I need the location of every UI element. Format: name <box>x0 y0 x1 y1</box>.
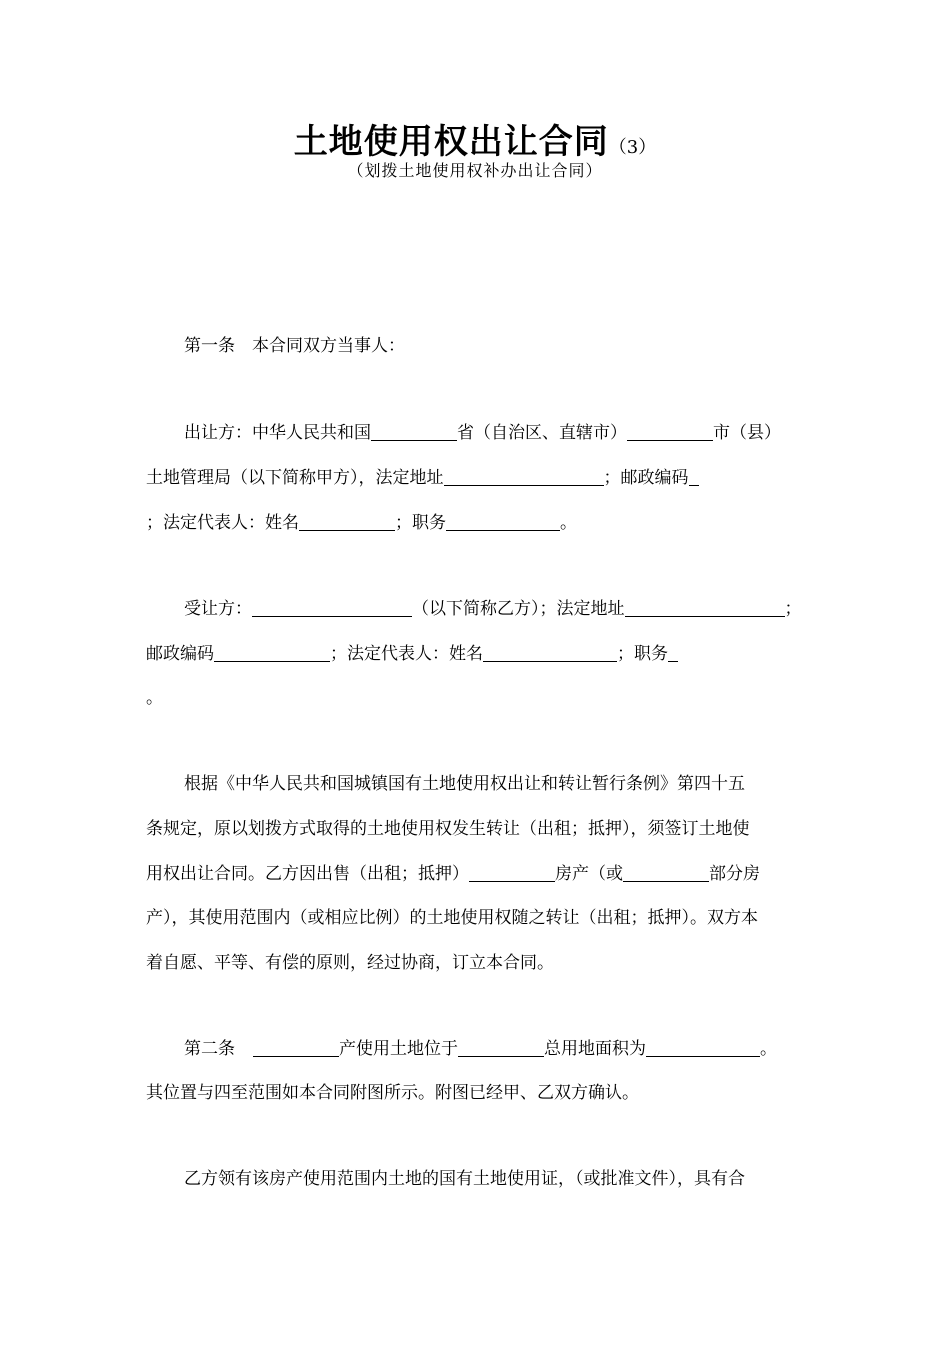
party-a-line-1: 出让方：中华人民共和国 省（自治区、直辖市） 市（县） <box>184 423 781 443</box>
area-blank <box>646 1038 760 1057</box>
property-blank <box>469 863 555 882</box>
rep-name-blank <box>299 512 395 531</box>
party-b-line-3: 。 <box>146 688 163 708</box>
address-blank <box>444 467 604 486</box>
b-position-blank <box>668 643 678 662</box>
last-para-line-1: 乙方领有该房产使用范围内土地的国有土地使用证，（或批准文件），具有合 <box>184 1169 745 1189</box>
location-blank <box>458 1038 544 1057</box>
basis-line-1: 根据《中华人民共和国城镇国有土地使用权出让和转让暂行条例》第四十五 <box>184 774 745 794</box>
province-blank <box>371 422 457 441</box>
postcode-blank <box>689 467 699 486</box>
party-a-line-2: 土地管理局（以下简称甲方），法定地址 ；邮政编码 <box>146 466 699 490</box>
city-blank <box>627 422 713 441</box>
article1-heading: 第一条 本合同双方当事人： <box>184 336 405 356</box>
basis-line-3: 用权出让合同。乙方因出售（出租；抵押） 房产（或 部分房 <box>146 864 760 884</box>
b-postcode-blank <box>214 643 330 662</box>
basis-line-2: 条规定，原以划拨方式取得的土地使用权发生转让（出租；抵押），须签订土地使 <box>146 819 750 839</box>
b-address-blank <box>625 598 785 617</box>
party-b-line-1: 受让方： （以下简称乙方）；法定地址 ； <box>184 599 802 619</box>
article2-line-1: 第二条 产使用土地位于 总用地面积为 。 <box>184 1039 777 1059</box>
partial-property-blank <box>623 863 709 882</box>
b-rep-name-blank <box>483 643 617 662</box>
article2-line-2: 其位置与四至范围如本合同附图所示。附图已经甲、乙双方确认。 <box>146 1083 639 1103</box>
document-subtitle: （划拨土地使用权补办出让合同） <box>347 161 603 180</box>
basis-line-5: 着自愿、平等、有偿的原则，经过协商，订立本合同。 <box>146 953 554 973</box>
transferee-blank <box>252 598 412 617</box>
property-name-blank <box>253 1038 339 1057</box>
basis-line-4: 产），其使用范围内（或相应比例）的土地使用权随之转让（出租；抵押）。双方本 <box>146 908 758 928</box>
title-block <box>0 114 950 163</box>
position-blank <box>446 512 560 531</box>
party-b-line-2: 邮政编码 ；法定代表人：姓名 ；职务 <box>146 642 678 666</box>
title-number: （3） <box>608 137 657 158</box>
party-a-line-3: ；法定代表人：姓名 ；职务 。 <box>146 513 577 533</box>
document-title: 土地使用权出让合同 <box>293 122 609 162</box>
